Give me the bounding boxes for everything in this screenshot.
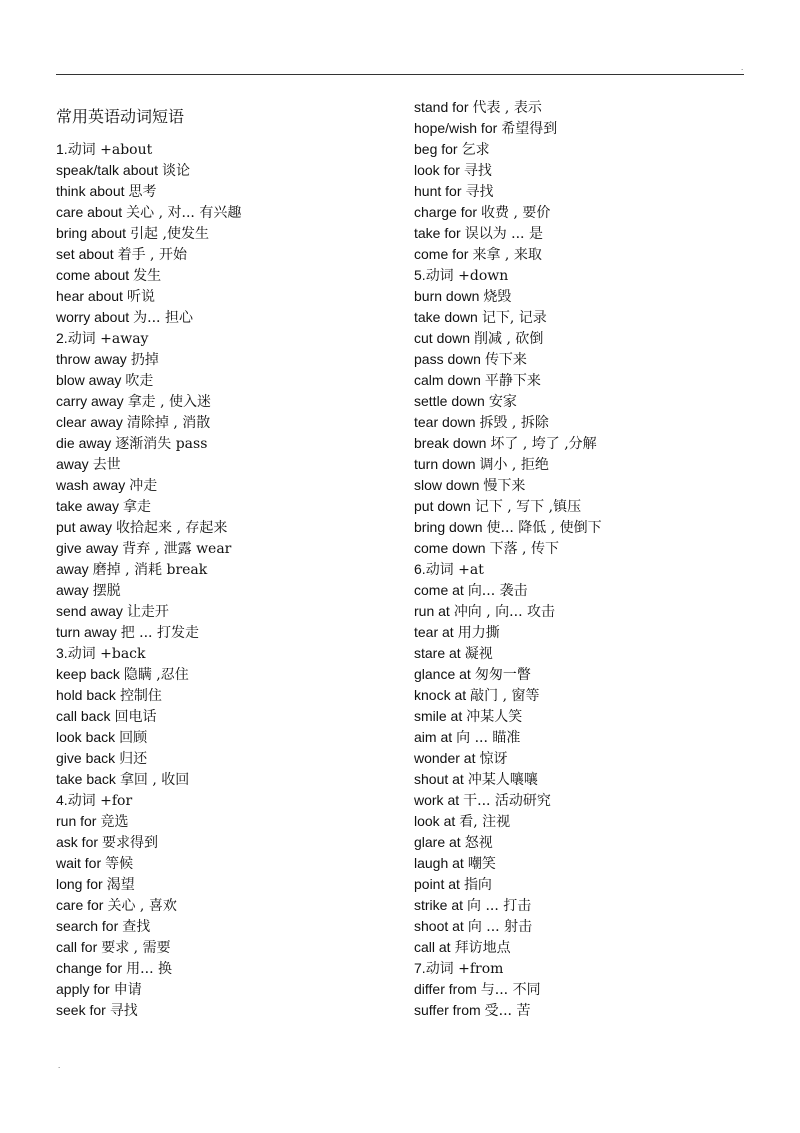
phrase-chinese: 看, 注视	[459, 814, 511, 830]
phrase-chinese: 动词 +away	[67, 331, 149, 347]
phrase-english: take for	[414, 225, 461, 241]
phrase-english: shoot at	[414, 918, 464, 934]
phrase-chinese: 记下, 记录	[481, 310, 547, 326]
phrase-entry	[414, 244, 754, 265]
phrase-entry	[414, 979, 754, 1000]
phrase-chinese: 回顾	[119, 730, 148, 746]
phrase-english: 2.	[56, 330, 68, 346]
phrase-chinese: 冲走	[129, 478, 158, 494]
phrase-english: burn down	[414, 288, 480, 304]
phrase-chinese: 申请	[113, 982, 142, 998]
phrase-entry	[56, 811, 396, 832]
phrase-entry	[56, 958, 396, 979]
phrase-chinese: 扔掉	[130, 352, 159, 368]
phrase-english: come about	[56, 267, 130, 283]
phrase-entry	[56, 895, 396, 916]
phrase-chinese: 为... 担心	[133, 310, 193, 326]
phrase-chinese: 代表 , 表示	[472, 100, 542, 116]
phrase-entry	[56, 622, 396, 643]
phrase-entry	[56, 517, 396, 538]
phrase-chinese: 用力撕	[457, 625, 500, 641]
phrase-english: clear away	[56, 414, 123, 430]
phrase-chinese: 隐瞒 ,忍住	[123, 667, 189, 683]
phrase-english: change for	[56, 960, 123, 976]
phrase-chinese: 来拿 , 来取	[472, 247, 542, 263]
phrase-english: come for	[414, 246, 469, 262]
phrase-chinese: 归还	[119, 751, 148, 767]
phrase-entry	[414, 118, 754, 139]
phrase-english: look at	[414, 813, 456, 829]
section-heading	[414, 958, 754, 979]
phrase-chinese: 冲某人笑	[466, 709, 523, 725]
phrase-chinese: 惊讶	[479, 751, 508, 767]
phrase-english: strike at	[414, 897, 464, 913]
phrase-entry	[414, 895, 754, 916]
phrase-entry	[56, 286, 396, 307]
phrase-chinese: 动词 +down	[425, 268, 509, 284]
phrase-english: settle down	[414, 393, 485, 409]
phrase-english: glance at	[414, 666, 471, 682]
phrase-english: put away	[56, 519, 113, 535]
phrase-entry	[414, 706, 754, 727]
phrase-english: aim at	[414, 729, 453, 745]
phrase-entry	[56, 244, 396, 265]
phrase-english: away	[56, 561, 89, 577]
phrase-chinese: 怒视	[464, 835, 493, 851]
phrase-entry	[56, 601, 396, 622]
phrase-chinese: 拿回 , 收回	[119, 772, 190, 788]
phrase-english: long for	[56, 876, 103, 892]
phrase-english: hear about	[56, 288, 123, 304]
phrase-chinese: 谈论	[161, 163, 190, 179]
phrase-chinese: 听说	[126, 289, 155, 305]
phrase-english: ask for	[56, 834, 99, 850]
phrase-english: speak/talk about	[56, 162, 158, 178]
phrase-entry	[56, 853, 396, 874]
phrase-chinese: 平静下来	[484, 373, 541, 389]
phrase-chinese: 削减 , 砍倒	[474, 331, 544, 347]
phrase-entry	[414, 475, 754, 496]
phrase-entry	[56, 160, 396, 181]
phrase-entry	[56, 979, 396, 1000]
phrase-english: turn away	[56, 624, 117, 640]
phrase-chinese: 动词 +from	[425, 961, 504, 977]
phrase-english: come down	[414, 540, 486, 556]
phrase-chinese: 寻找	[465, 184, 494, 200]
phrase-english: seek for	[56, 1002, 106, 1018]
phrase-entry	[414, 790, 754, 811]
phrase-english: beg for	[414, 141, 458, 157]
phrase-entry	[414, 433, 754, 454]
phrase-english: glare at	[414, 834, 461, 850]
phrase-english: break down	[414, 435, 487, 451]
phrase-entry	[414, 517, 754, 538]
phrase-english: stand for	[414, 99, 469, 115]
phrase-entry	[414, 601, 754, 622]
phrase-english: come at	[414, 582, 464, 598]
phrase-english: 1.	[56, 141, 68, 157]
phrase-entry	[56, 937, 396, 958]
phrase-english: 6.	[414, 561, 426, 577]
phrase-entry	[56, 1000, 396, 1021]
phrase-entry	[56, 538, 396, 559]
phrase-chinese: 渴望	[106, 877, 135, 893]
phrase-entry	[414, 538, 754, 559]
phrase-entry	[56, 202, 396, 223]
phrase-english: hold back	[56, 687, 116, 703]
phrase-english: differ from	[414, 981, 477, 997]
right-column	[414, 97, 754, 1021]
phrase-chinese: 思考	[128, 184, 157, 200]
phrase-chinese: 清除掉 , 消散	[126, 415, 211, 431]
phrase-english: knock at	[414, 687, 467, 703]
phrase-english: worry about	[56, 309, 130, 325]
phrase-entry	[414, 748, 754, 769]
phrase-chinese: 让走开	[126, 604, 169, 620]
section-heading	[56, 790, 396, 811]
phrase-chinese: 干... 活动研究	[463, 793, 551, 809]
phrase-english: stare at	[414, 645, 461, 661]
phrase-english: run for	[56, 813, 97, 829]
phrase-english: throw away	[56, 351, 127, 367]
phrase-entry	[56, 727, 396, 748]
phrase-entry	[414, 454, 754, 475]
phrase-english: keep back	[56, 666, 120, 682]
phrase-english: 5.	[414, 267, 426, 283]
phrase-chinese: 坏了 , 垮了 ,分解	[490, 436, 597, 452]
phrase-english: bring about	[56, 225, 127, 241]
phrase-chinese: 与... 不同	[480, 982, 541, 998]
phrase-chinese: 逐渐消失 pass	[115, 436, 208, 452]
phrase-english: call for	[56, 939, 98, 955]
phrase-entry	[56, 475, 396, 496]
phrase-chinese: 拿走 , 使入迷	[127, 394, 212, 410]
phrase-chinese: 误以为 ... 是	[464, 226, 543, 242]
phrase-chinese: 引起 ,使发生	[130, 226, 209, 242]
phrase-english: cut down	[414, 330, 471, 346]
phrase-entry	[414, 727, 754, 748]
phrase-english: carry away	[56, 393, 124, 409]
phrase-chinese: 收拾起来 , 存起来	[116, 520, 228, 536]
phrase-chinese: 记下 , 写下 ,镇压	[474, 499, 582, 515]
phrase-english: point at	[414, 876, 460, 892]
phrase-chinese: 冲某人嚷嚷	[467, 772, 538, 788]
document-title: 常用英语动词短语	[56, 109, 185, 126]
phrase-entry	[56, 832, 396, 853]
phrase-entry	[414, 937, 754, 958]
phrase-chinese: 寻找	[109, 1003, 138, 1019]
phrase-entry	[414, 874, 754, 895]
phrase-chinese: 回电话	[114, 709, 157, 725]
phrase-english: call at	[414, 939, 451, 955]
left-column	[56, 139, 396, 1021]
phrase-entry	[414, 139, 754, 160]
phrase-english: take down	[414, 309, 478, 325]
phrase-english: run at	[414, 603, 450, 619]
section-heading	[56, 139, 396, 160]
phrase-entry	[56, 706, 396, 727]
phrase-chinese: 受... 苦	[484, 1003, 531, 1019]
phrase-chinese: 发生	[133, 268, 162, 284]
phrase-english: turn down	[414, 456, 476, 472]
phrase-entry	[56, 496, 396, 517]
phrase-english: tear at	[414, 624, 454, 640]
phrase-chinese: 动词 +back	[67, 646, 146, 662]
phrase-chinese: 把 ... 打发走	[120, 625, 199, 641]
phrase-entry	[414, 580, 754, 601]
phrase-english: laugh at	[414, 855, 464, 871]
phrase-chinese: 向... 袭击	[467, 583, 528, 599]
phrase-entry	[414, 622, 754, 643]
phrase-chinese: 等候	[105, 856, 134, 872]
phrase-english: send away	[56, 603, 123, 619]
phrase-english: die away	[56, 435, 112, 451]
phrase-chinese: 控制住	[119, 688, 162, 704]
phrase-english: call back	[56, 708, 111, 724]
phrase-chinese: 摆脱	[92, 583, 121, 599]
phrase-entry	[414, 853, 754, 874]
phrase-chinese: 去世	[92, 457, 121, 473]
phrase-chinese: 指向	[463, 877, 492, 893]
phrase-english: away	[56, 582, 89, 598]
phrase-english: put down	[414, 498, 471, 514]
phrase-chinese: 使... 降低 , 使倒下	[486, 520, 602, 536]
phrase-chinese: 竞选	[100, 814, 129, 830]
phrase-english: hope/wish for	[414, 120, 498, 136]
phrase-chinese: 安家	[488, 394, 517, 410]
phrase-entry	[56, 412, 396, 433]
phrase-entry	[414, 370, 754, 391]
phrase-entry	[414, 202, 754, 223]
phrase-english: look for	[414, 162, 460, 178]
phrase-chinese: 嘲笑	[467, 856, 496, 872]
phrase-chinese: 向 ... 瞄准	[456, 730, 521, 746]
phrase-entry	[414, 160, 754, 181]
phrase-entry	[56, 391, 396, 412]
phrase-chinese: 拿走	[123, 499, 152, 515]
phrase-entry	[56, 916, 396, 937]
phrase-chinese: 收费 , 要价	[481, 205, 551, 221]
phrase-english: 4.	[56, 792, 68, 808]
section-heading	[56, 328, 396, 349]
phrase-english: smile at	[414, 708, 463, 724]
phrase-entry	[414, 391, 754, 412]
phrase-english: charge for	[414, 204, 478, 220]
phrase-chinese: 着手 , 开始	[117, 247, 187, 263]
phrase-entry	[56, 454, 396, 475]
phrase-entry	[414, 412, 754, 433]
phrase-entry	[414, 349, 754, 370]
phrase-english: shout at	[414, 771, 464, 787]
phrase-english: think about	[56, 183, 125, 199]
phrase-chinese: 关心 , 喜欢	[107, 898, 177, 914]
phrase-chinese: 凝视	[464, 646, 493, 662]
phrase-entry	[56, 307, 396, 328]
phrase-chinese: 动词 +about	[67, 142, 153, 158]
phrase-entry	[56, 664, 396, 685]
section-heading	[56, 643, 396, 664]
phrase-chinese: 慢下来	[483, 478, 526, 494]
phrase-english: wait for	[56, 855, 102, 871]
phrase-chinese: 拆毁 , 拆除	[479, 415, 549, 431]
phrase-chinese: 磨掉 , 消耗 break	[92, 562, 208, 578]
phrase-english: set about	[56, 246, 114, 262]
phrase-entry	[56, 181, 396, 202]
phrase-english: hunt for	[414, 183, 462, 199]
phrase-entry	[414, 496, 754, 517]
phrase-entry	[56, 370, 396, 391]
phrase-chinese: 吹走	[125, 373, 154, 389]
phrase-english: tear down	[414, 414, 476, 430]
phrase-entry	[414, 832, 754, 853]
phrase-english: search for	[56, 918, 119, 934]
phrase-english: suffer from	[414, 1002, 481, 1018]
phrase-english: give back	[56, 750, 116, 766]
phrase-chinese: 希望得到	[501, 121, 558, 137]
phrase-chinese: 下落 , 传下	[489, 541, 559, 557]
phrase-entry	[414, 97, 754, 118]
phrase-chinese: 动词 +at	[425, 562, 484, 578]
page-corner-mark-top: .	[741, 63, 744, 72]
phrase-english: pass down	[414, 351, 481, 367]
phrase-english: take back	[56, 771, 116, 787]
phrase-chinese: 匆匆一瞥	[474, 667, 531, 683]
phrase-english: away	[56, 456, 89, 472]
phrase-chinese: 关心 , 对... 有兴趣	[126, 205, 242, 221]
phrase-chinese: 要求得到	[102, 835, 159, 851]
phrase-entry	[56, 769, 396, 790]
phrase-entry	[414, 664, 754, 685]
phrase-chinese: 寻找	[463, 163, 492, 179]
phrase-chinese: 乞求	[461, 142, 490, 158]
phrase-english: bring down	[414, 519, 483, 535]
phrase-entry	[414, 328, 754, 349]
phrase-entry	[56, 559, 396, 580]
phrase-entry	[414, 643, 754, 664]
phrase-entry	[56, 223, 396, 244]
phrase-english: give away	[56, 540, 119, 556]
phrase-chinese: 冲向 , 向... 攻击	[453, 604, 555, 620]
phrase-entry	[56, 433, 396, 454]
header-rule	[56, 74, 744, 75]
page-corner-mark-bottom: .	[58, 1061, 61, 1070]
phrase-english: blow away	[56, 372, 122, 388]
phrase-entry	[56, 685, 396, 706]
phrase-entry	[56, 265, 396, 286]
phrase-chinese: 查找	[122, 919, 151, 935]
phrase-chinese: 动词 +for	[67, 793, 133, 809]
phrase-english: take away	[56, 498, 120, 514]
phrase-chinese: 调小 , 拒绝	[479, 457, 549, 473]
phrase-english: look back	[56, 729, 116, 745]
phrase-chinese: 传下来	[484, 352, 527, 368]
phrase-entry	[56, 580, 396, 601]
phrase-english: wash away	[56, 477, 126, 493]
phrase-entry	[414, 811, 754, 832]
phrase-english: work at	[414, 792, 460, 808]
phrase-entry	[56, 748, 396, 769]
phrase-entry	[414, 1000, 754, 1021]
phrase-entry	[414, 181, 754, 202]
phrase-entry	[56, 349, 396, 370]
phrase-entry	[414, 685, 754, 706]
phrase-chinese: 要求 , 需要	[101, 940, 171, 956]
phrase-chinese: 背弃 , 泄露 wear	[122, 541, 232, 557]
phrase-chinese: 敲门 , 窗等	[470, 688, 540, 704]
phrase-english: slow down	[414, 477, 480, 493]
section-heading	[414, 559, 754, 580]
phrase-english: 3.	[56, 645, 68, 661]
phrase-entry	[414, 286, 754, 307]
phrase-entry	[56, 874, 396, 895]
phrase-entry	[414, 307, 754, 328]
section-heading	[414, 265, 754, 286]
phrase-chinese: 向 ... 射击	[467, 919, 533, 935]
phrase-chinese: 向 ... 打击	[467, 898, 532, 914]
phrase-entry	[414, 916, 754, 937]
phrase-entry	[414, 223, 754, 244]
phrase-english: 7.	[414, 960, 426, 976]
phrase-chinese: 烧毁	[483, 289, 512, 305]
phrase-chinese: 拜访地点	[454, 940, 511, 956]
phrase-english: apply for	[56, 981, 110, 997]
phrase-english: care for	[56, 897, 104, 913]
phrase-english: care about	[56, 204, 123, 220]
phrase-entry	[414, 769, 754, 790]
phrase-english: wonder at	[414, 750, 476, 766]
phrase-english: calm down	[414, 372, 481, 388]
phrase-chinese: 用... 换	[126, 961, 172, 977]
